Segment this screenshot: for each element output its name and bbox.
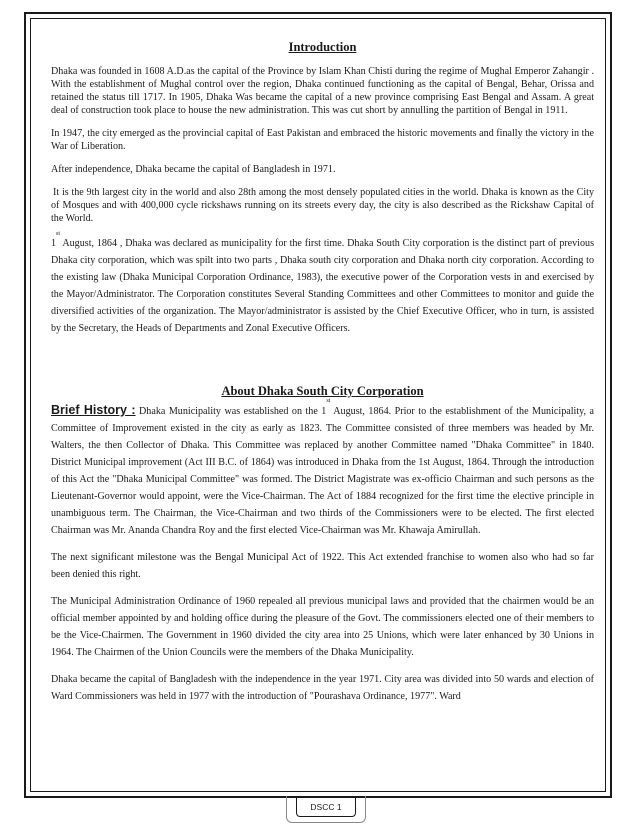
brief-history-paragraph [51, 398, 594, 539]
about-paragraph-4: Dhaka became the capital of Bangladesh with the independence in the year 1971. City area was divided into 50 wards and election of Ward Commissioners was held in 1977 with the introduction of "Pourashava Ordinance, 1977". Ward [51, 674, 594, 702]
intro-paragraph-3: After independence, Dhaka became the capital of Bangladesh in 1971. [51, 164, 336, 175]
introduction-heading: Introduction [288, 40, 357, 54]
intro-paragraph-1: Dhaka was founded in 1608 A.D.as the capital of the Province by Islam Khan Chisti during the regime of Mughal Emperor Zahangir . With the establishment of Mughal control over the region, Dhaka continued functioning as the capital of Bengal, Behar, Orissa and retained the status till 1717. In 1905, Dhaka Was became the capital of a new province comprising East Bengal and Assam. A great deal of construction took place to house the new administration. This was cut short by annulling the partition of Bengal in 1911. [51, 66, 594, 116]
date-ordinal: st [56, 231, 61, 237]
brief-history-text-b: August, 1864. Prior to the establishment of the Municipality, a Committee of Improvement existed in the city as early as 1823. The Committee consisted of three members was headed by Mr. Walters, the then Collector of Dhaka. This Committee was replaced by another Committee named "Dhaka Committee" in 1840. District Municipal improvement (Act III B.C. of 1864) was introduced in Dhaka from the 1st August, 1864. Through the introduction of this Act the "Dhaka Municipal Committee" was formed. The District Magistrate was ex-officio Chairman and such persons as the Lieutenant-Governor would appoint, were the Vice-Chairman. The Act of 1884 recognized for the first time the elective principle in unambiguous term. The Chairman, the Vice-Chairman and two thirds of the Commissioners were to be elected. The first elected Chairman was Mr. Ananda Chandra Roy and the first elected Vice-Chairman was Mr. Khawaja Amirullah. [51, 406, 594, 536]
brief-history-text-a: Dhaka Municipality was established on the 1 [135, 406, 327, 417]
about-dscc-heading: About Dhaka South City Corporation [221, 384, 424, 398]
page-footer-tab [296, 798, 356, 817]
about-paragraph-2: The next significant milestone was the Bengal Municipal Act of 1922. This Act extended franchise to women also who had so far been denied this right. [51, 552, 594, 580]
intro-paragraph-2: In 1947, the city emerged as the provincial capital of East Pakistan and embraced the historic movements and finally the victory in the War of Liberation. [51, 128, 594, 152]
date-day: 1 [51, 238, 57, 249]
brief-history-label: Brief History : [51, 403, 136, 417]
about-paragraph-3: The Municipal Administration Ordinance of 1960 repealed all previous municipal laws and provided that the chairmen would be an official member appointed by and holding office during the pleasure of the Govt. The commissioners elected one of their members to be the Vice-Chairmen. The Government in 1960 divided the city area into 25 Unions, which were later enhanced by 30 Unions in 1964. The Chairmen of the Union Councils were the members of the Dhaka Municipality. [51, 596, 594, 658]
page-number-label: DSCC 1 [310, 802, 342, 812]
intro-paragraph-4-text: It is the 9th largest city in the world and also 28th among the most densely populated cities in the world. Dhaka is known as the City of Mosques and with 400,000 cycle rickshaws running on its streets every day, the city is also described as the Rickshaw Capital of the World. [51, 187, 594, 224]
document-body [51, 40, 594, 715]
intro-paragraph-5 [51, 231, 594, 337]
intro-paragraph-4 [51, 186, 594, 225]
brief-history-ordinal: st [326, 398, 331, 404]
intro-paragraph-5-text: August, 1864 , Dhaka was declared as municipality for the first time. Dhaka South City corporation is the distinct part of previous Dhaka city corporation, which was spilt into two parts , Dhaka south city corporation and Dhaka north city corporation. According to the existing law (Dhaka Municipal Corporation Ordinance, 1983), the executive power of the Corporation vests in and exercised by the Mayor/Administrator. The Corporation constitutes Several Standing Committees and other Committees to monitor and guide the diversified activities of the organization. The Mayor/administrator is assisted by the Chief Executive Officer, who in turn, is assisted by the Secretary, the Heads of Departments and Zonal Executive Officers. [51, 238, 594, 334]
